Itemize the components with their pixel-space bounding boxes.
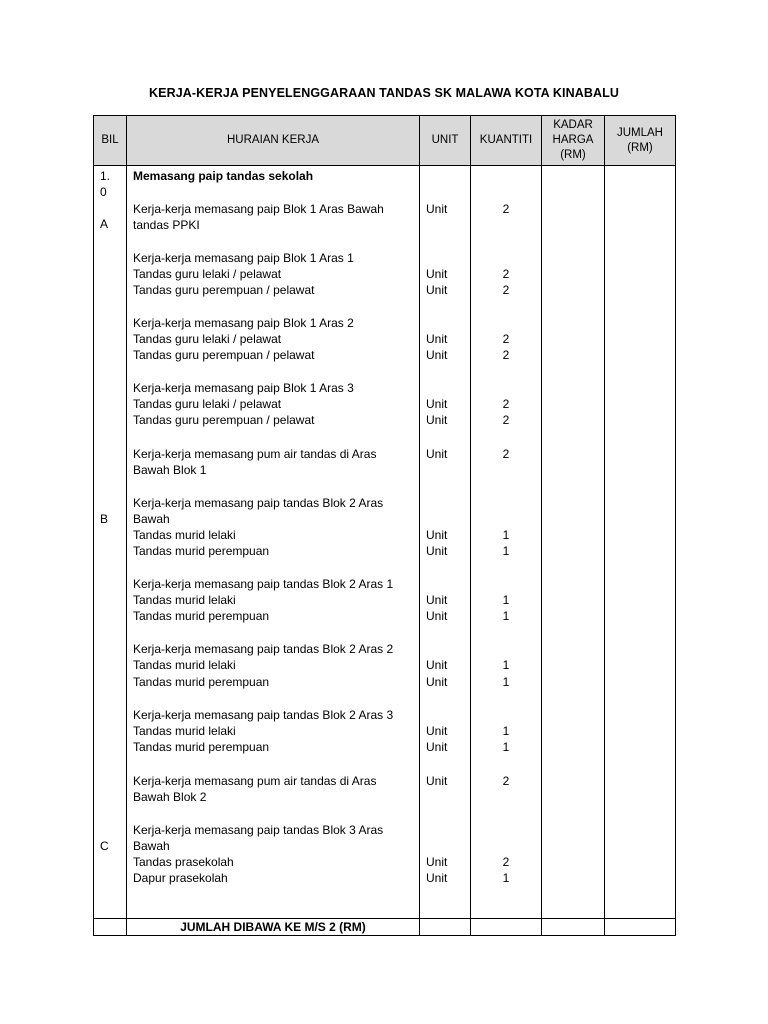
quantity-value: 1 bbox=[502, 740, 510, 754]
quantity-value: 2 bbox=[502, 348, 510, 362]
unit-value: Unit bbox=[426, 740, 448, 754]
description-line: Tandas murid lelaki bbox=[133, 528, 236, 542]
unit-value: Unit bbox=[426, 283, 448, 297]
bil-cell bbox=[94, 166, 127, 919]
description-line: Tandas prasekolah bbox=[133, 855, 234, 869]
unit-value: Unit bbox=[426, 447, 448, 461]
header-kadar-line2: HARGA bbox=[552, 134, 594, 146]
description-line: Kerja-kerja memasang paip Blok 1 Aras 2 bbox=[133, 316, 354, 330]
description-column bbox=[127, 166, 419, 918]
description-line: Bawah Blok 1 bbox=[133, 463, 207, 477]
quantity-value: 2 bbox=[502, 413, 510, 427]
header-kadar bbox=[542, 116, 605, 166]
header-jumlah-line2: (RM) bbox=[627, 141, 653, 154]
description-line: Bawah bbox=[133, 512, 170, 526]
description-line: Kerja-kerja memasang paip tandas Blok 2 Aras 3 bbox=[133, 708, 394, 722]
unit-value: Unit bbox=[426, 544, 448, 558]
document-title: KERJA-KERJA PENYELENGGARAAN TANDAS SK MALAWA KOTA KINABALU bbox=[149, 86, 619, 100]
description-line: Tandas guru lelaki / pelawat bbox=[133, 397, 282, 411]
quantity-value: 2 bbox=[502, 332, 510, 346]
unit-column bbox=[420, 166, 470, 918]
header-jumlah bbox=[605, 116, 676, 166]
unit-value: Unit bbox=[426, 609, 448, 623]
description-line: Kerja-kerja memasang paip Blok 1 Aras 1 bbox=[133, 251, 354, 265]
quantity-value: 1 bbox=[502, 658, 510, 672]
footer-label: JUMLAH DIBAWA KE M/S 2 (RM) bbox=[127, 919, 420, 936]
unit-cell bbox=[420, 166, 471, 919]
description-cell bbox=[127, 166, 420, 919]
description-line: Tandas guru perempuan / pelawat bbox=[133, 283, 315, 297]
header-huraian: HURAIAN KERJA bbox=[127, 116, 420, 166]
description-line: Tandas guru lelaki / pelawat bbox=[133, 267, 282, 281]
bil-section-a: A bbox=[100, 217, 109, 231]
description-line: Tandas murid perempuan bbox=[133, 609, 270, 623]
footer-quantity-cell bbox=[471, 919, 542, 936]
unit-value: Unit bbox=[426, 675, 448, 689]
quantity-column bbox=[471, 166, 541, 918]
quantity-value: 1 bbox=[502, 544, 510, 558]
bil-column bbox=[94, 166, 126, 918]
quantity-value: 1 bbox=[502, 593, 510, 607]
quantity-value: 1 bbox=[502, 871, 510, 885]
description-line: Dapur prasekolah bbox=[133, 871, 228, 885]
description-line: Tandas guru perempuan / pelawat bbox=[133, 413, 315, 427]
amount-cell bbox=[605, 166, 676, 919]
description-line: Tandas murid perempuan bbox=[133, 740, 270, 754]
unit-value: Unit bbox=[426, 413, 448, 427]
quantity-cell bbox=[471, 166, 542, 919]
header-kuantiti: KUANTITI bbox=[471, 116, 542, 166]
description-line: Kerja-kerja memasang pum air tandas di Aras bbox=[133, 774, 377, 788]
description-line: Tandas murid lelaki bbox=[133, 724, 236, 738]
quantity-value: 1 bbox=[502, 675, 510, 689]
quantity-value: 2 bbox=[502, 397, 510, 411]
description-line: Tandas murid perempuan bbox=[133, 675, 270, 689]
header-bil: BIL bbox=[94, 116, 127, 166]
quantity-value: 2 bbox=[502, 447, 510, 461]
bil-number: 1. bbox=[100, 169, 111, 183]
unit-value: Unit bbox=[426, 855, 448, 869]
rate-cell bbox=[542, 166, 605, 919]
bil-number-sub: 0 bbox=[100, 185, 107, 199]
description-line: Bawah bbox=[133, 839, 170, 853]
unit-value: Unit bbox=[426, 332, 448, 346]
bil-section-b: B bbox=[100, 512, 109, 526]
description-line: Kerja-kerja memasang paip tandas Blok 2 Aras 2 bbox=[133, 642, 394, 656]
description-line: Tandas murid lelaki bbox=[133, 658, 236, 672]
unit-value: Unit bbox=[426, 774, 448, 788]
quantity-value: 1 bbox=[502, 724, 510, 738]
footer-bil-cell bbox=[94, 919, 127, 936]
description-line: Tandas guru lelaki / pelawat bbox=[133, 332, 282, 346]
unit-value: Unit bbox=[426, 348, 448, 362]
quantity-value: 1 bbox=[502, 528, 510, 542]
description-line: Tandas murid perempuan bbox=[133, 544, 270, 558]
description-line: Kerja-kerja memasang paip tandas Blok 2 Aras 1 bbox=[133, 577, 394, 591]
unit-value: Unit bbox=[426, 528, 448, 542]
unit-value: Unit bbox=[426, 397, 448, 411]
unit-value: Unit bbox=[426, 593, 448, 607]
description-line: Bawah Blok 2 bbox=[133, 790, 207, 804]
description-line: Kerja-kerja memasang paip tandas Blok 2 Aras bbox=[133, 496, 384, 510]
unit-value: Unit bbox=[426, 724, 448, 738]
unit-value: Unit bbox=[426, 658, 448, 672]
quantity-value: 2 bbox=[502, 774, 510, 788]
unit-value: Unit bbox=[426, 267, 448, 281]
header-row bbox=[94, 116, 676, 166]
unit-value: Unit bbox=[426, 202, 448, 216]
description-line: Tandas murid lelaki bbox=[133, 593, 236, 607]
header-jumlah-line1: JUMLAH bbox=[616, 126, 663, 139]
footer-total-cell bbox=[605, 919, 676, 936]
quantity-value: 2 bbox=[502, 267, 510, 281]
quantity-value: 2 bbox=[502, 855, 510, 869]
header-kadar-line3: (RM) bbox=[560, 149, 586, 161]
description-line: Tandas guru perempuan / pelawat bbox=[133, 348, 315, 362]
bil-section-c: C bbox=[100, 839, 109, 853]
footer-row bbox=[94, 919, 676, 936]
description-line: Kerja-kerja memasang pum air tandas di Aras bbox=[133, 447, 377, 461]
description-line: Kerja-kerja memasang paip Blok 1 Aras Bawah bbox=[133, 202, 384, 216]
footer-unit-cell bbox=[420, 919, 471, 936]
quantity-value: 1 bbox=[502, 609, 510, 623]
work-table bbox=[93, 115, 676, 936]
header-unit: UNIT bbox=[420, 116, 471, 166]
description-line: tandas PPKI bbox=[133, 218, 200, 232]
unit-value: Unit bbox=[426, 871, 448, 885]
quantity-value: 2 bbox=[502, 283, 510, 297]
description-line: Kerja-kerja memasang paip tandas Blok 3 Aras bbox=[133, 823, 384, 837]
quantity-value: 2 bbox=[502, 202, 510, 216]
description-line: Kerja-kerja memasang paip Blok 1 Aras 3 bbox=[133, 381, 354, 395]
header-kadar-line1: KADAR bbox=[553, 119, 593, 131]
description-line: Memasang paip tandas sekolah bbox=[133, 169, 314, 183]
body-row bbox=[94, 166, 676, 919]
footer-rate-cell bbox=[542, 919, 605, 936]
